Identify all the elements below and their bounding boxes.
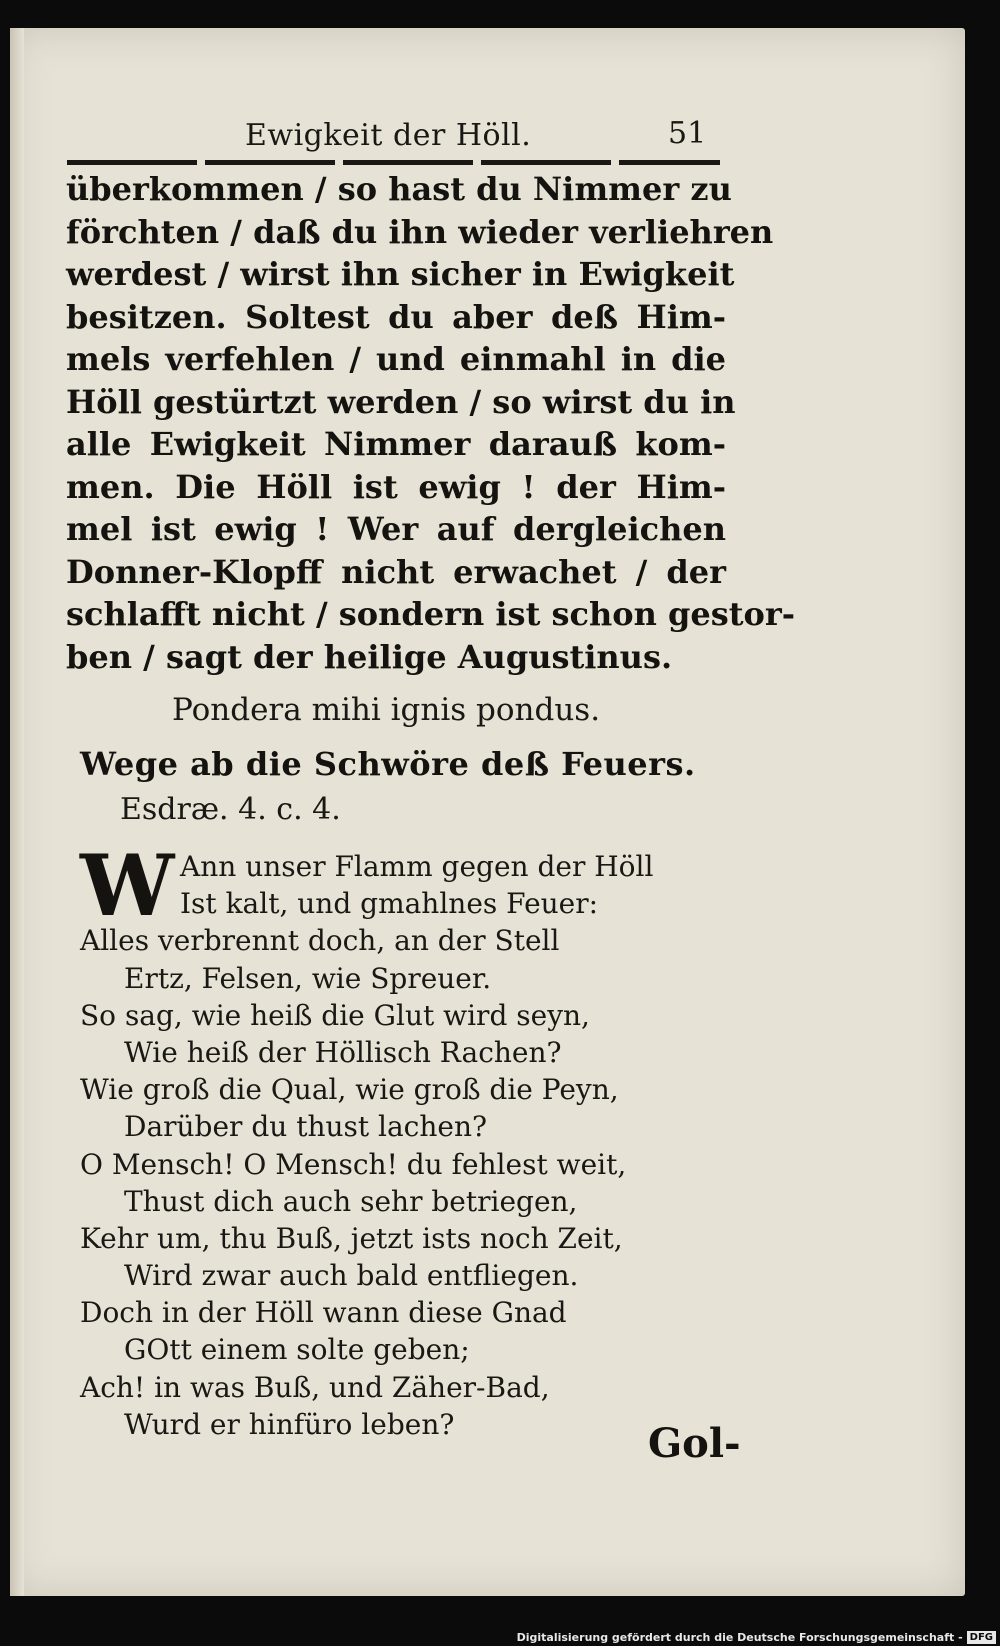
text-line: Donner-Klopff nicht erwachet / der: [66, 552, 726, 591]
verse-line: Wird zwar auch bald entfliegen.: [124, 1259, 579, 1293]
verse-line: Kehr um, thu Buß, jetzt ists noch Zeit,: [80, 1221, 623, 1255]
text-line: ben / sagt der heilige Augustinus.: [66, 637, 673, 676]
body-paragraph: [66, 168, 796, 678]
verse-line: So sag, wie heiß die Glut wird seyn,: [80, 998, 590, 1032]
section-heading: Wege ab die Schwöre deß Feuers.: [80, 745, 696, 783]
poem: [80, 836, 700, 1443]
header-rule: [67, 160, 720, 165]
verse-line: Ach! in was Buß, und Zäher-Bad,: [80, 1370, 550, 1404]
latin-motto: Pondera mihi ignis pondus.: [172, 692, 601, 728]
funding-credit: Digitalisierung gefördert durch die Deutsche Forschungsgemeinschaft -: [516, 1631, 963, 1644]
text-line: alle Ewigkeit Nimmer darauß kom-: [66, 425, 726, 463]
text-line: schlafft nicht / sondern ist schon gestor-: [66, 595, 796, 633]
verse-line: Ist kalt, und gmahlnes Feuer:: [180, 887, 599, 921]
verse-line: O Mensch! O Mensch! du fehlest weit,: [80, 1147, 627, 1181]
running-head: Ewigkeit der Höll.: [245, 118, 532, 153]
page-edge: [10, 28, 24, 1596]
verse-line: Ertz, Felsen, wie Spreuer.: [124, 961, 492, 995]
text-line: förchten / daß du ihn wieder verliehren: [66, 212, 774, 251]
verse-line: Thust dich auch sehr betriegen,: [124, 1184, 578, 1218]
text-line: werdest / wirst ihn sicher in Ewigkeit: [66, 255, 735, 293]
page-number: 51: [668, 116, 707, 151]
verse-line: Ann unser Flamm gegen der Höll: [180, 850, 654, 883]
verse-line: Wie groß die Qual, wie groß die Peyn,: [80, 1073, 619, 1107]
digitization-footer: [517, 1631, 996, 1644]
text-line: mels verfehlen / und einmahl in die: [66, 340, 726, 378]
text-line: Höll gestürtzt werden / so wirst du in: [66, 382, 736, 421]
drop-cap: W: [80, 836, 175, 935]
dfg-logo: DFG: [967, 1631, 996, 1644]
text-line: besitzen. Soltest du aber deß Him-: [66, 297, 726, 336]
verse-line: GOtt einem solte geben;: [124, 1333, 470, 1367]
text-line: men. Die Höll ist ewig ! der Him-: [66, 467, 726, 506]
catchword: Gol-: [648, 1420, 741, 1467]
verse-line: Doch in der Höll wann diese Gnad: [80, 1296, 567, 1330]
verse-line: Wie heiß der Höllisch Rachen?: [124, 1035, 562, 1069]
text-line: überkommen / so hast du Nimmer zu: [66, 170, 732, 208]
verse-line: Alles verbrennt doch, an der Stell: [80, 924, 560, 958]
verse-line: Wurd er hinfüro leben?: [124, 1407, 455, 1441]
text-line: mel ist ewig ! Wer auf dergleichen: [66, 510, 726, 548]
verse-line: Darüber du thust lachen?: [124, 1110, 488, 1144]
scripture-citation: Esdræ. 4. c. 4.: [120, 792, 341, 827]
